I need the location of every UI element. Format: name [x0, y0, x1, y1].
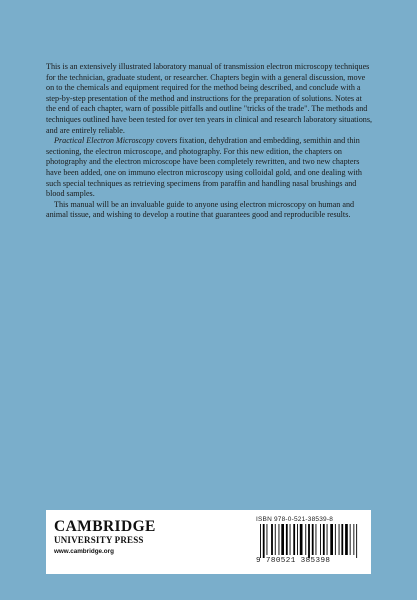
blurb-paragraph-2	[46, 136, 372, 200]
back-cover-blurb	[46, 62, 372, 221]
book-title: Practical Electron Microscopy	[54, 136, 155, 146]
isbn-label: ISBN 978-0-521-38539-8	[256, 516, 334, 523]
blurb-paragraph-3: This manual will be an invaluable guide to anyone using electron microscopy on human and animal tissue, and wishing to develop a routine that guarantees good and reproducible results.	[46, 199, 355, 220]
publisher-panel	[46, 510, 371, 574]
barcode-icon	[256, 524, 364, 558]
barcode-digits: 9 780521 385398	[256, 557, 331, 565]
publisher-press: UNIVERSITY PRESS	[54, 535, 144, 545]
publisher-name: CAMBRIDGE	[54, 518, 156, 535]
publisher-url: www.cambridge.org	[54, 548, 114, 555]
blurb-paragraph-2-text: covers fixation, dehydration and embedding, semithin and thin sectioning, the electron microscope, and photography. For this new edition, the chapters on photography and the electron microscope have been completely rewritten, and two new chapters have been added, one on immuno electron microscopy using colloidal gold, and one dealing with such special techniques as retrieving specimens from paraffin and handling nasal brushings and blood samples.	[46, 136, 362, 199]
publisher-logo	[54, 519, 156, 555]
blurb-paragraph-1: This is an extensively illustrated laboratory manual of transmission electron microscopy techniques for the technician, graduate student, or researcher. Chapters begin with a general discussion, move on to the chemicals and equipment required for the method being described, and conclude with a step-by-step presentation of the method and instructions for the preparation of solutions. Notes at the end of each chapter, warn of possible pitfalls and outline "tricks of the trade". The methods and techniques outlined have been tested for over ten years in clinical and research laboratory situations, and are entirely reliable.	[46, 62, 373, 135]
isbn-block	[256, 516, 366, 565]
